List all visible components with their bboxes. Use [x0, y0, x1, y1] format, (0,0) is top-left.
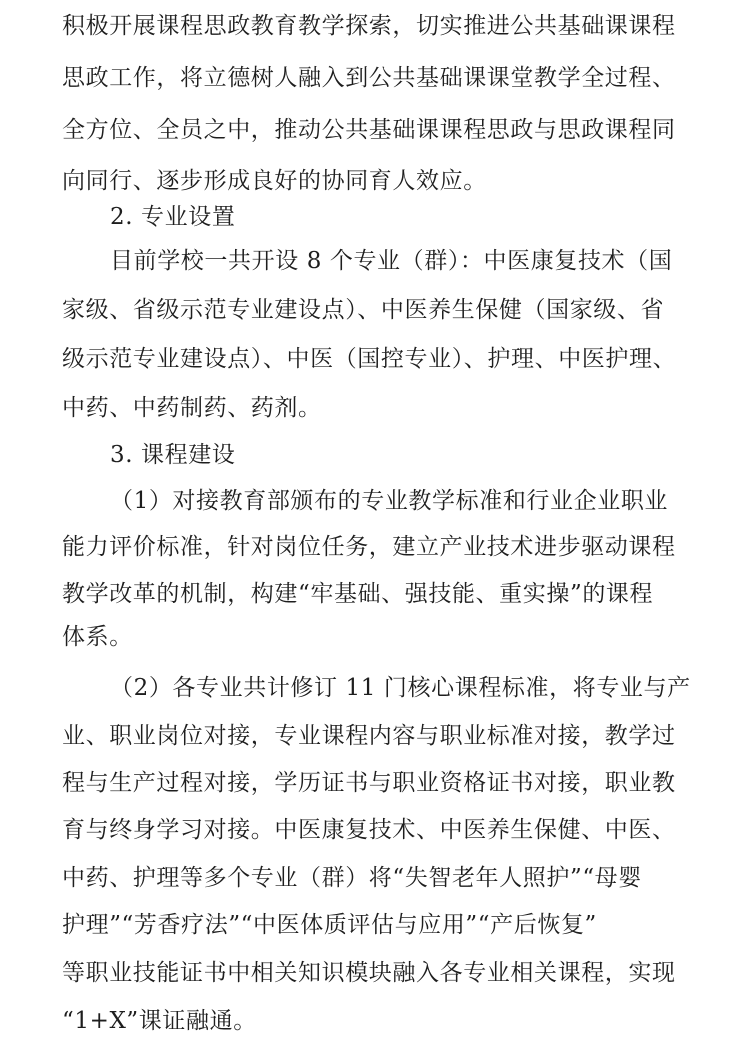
- body-text-line: 能力评价标准，针对岗位任务，建立产业技术进步驱动课程: [62, 534, 676, 560]
- body-text-line: （2）各专业共计修订 11 门核心课程标准，将专业与产: [110, 675, 691, 701]
- body-text-line: 目前学校一共开设 8 个专业（群）：中医康复技术（国: [110, 248, 673, 274]
- body-text-line: 中药、护理等多个专业（群）将“失智老年人照护”“母婴: [62, 865, 642, 891]
- body-text-line: 体系。: [62, 624, 133, 650]
- body-text-line: 向同行、逐步形成良好的协同育人效应。: [62, 168, 487, 194]
- body-text-line: 中药、中药制药、药剂。: [62, 395, 322, 421]
- section-heading-curriculum: 3. 课程建设: [110, 442, 236, 468]
- body-text-line: 教学改革的机制，构建“牢基础、强技能、重实操”的课程: [62, 581, 654, 607]
- body-text-line: 护理”“芳香疗法”“中医体质评估与应用”“产后恢复”: [62, 912, 597, 938]
- body-text-line: 级示范专业建设点）、中医（国控专业）、护理、中医护理、: [62, 346, 677, 372]
- section-heading-specialty: 2. 专业设置: [110, 204, 236, 230]
- body-text-line: （1）对接教育部颁布的专业教学标准和行业企业职业: [110, 488, 669, 514]
- body-text-line: 思政工作，将立德树人融入到公共基础课课堂教学全过程、: [62, 65, 676, 91]
- body-text-line: “1+X”课证融通。: [62, 1008, 257, 1034]
- body-text-line: 等职业技能证书中相关知识模块融入各专业相关课程，实现: [62, 960, 676, 986]
- body-text-line: 全方位、全员之中，推动公共基础课课程思政与思政课程同: [62, 117, 676, 143]
- body-text-line: 育与终身学习对接。中医康复技术、中医养生保健、中医、: [62, 817, 676, 843]
- body-text-line: 积极开展课程思政教育教学探索，切实推进公共基础课课程: [62, 13, 676, 39]
- body-text-line: 业、职业岗位对接，专业课程内容与职业标准对接，教学过: [62, 723, 676, 749]
- body-text-line: 程与生产过程对接，学历证书与职业资格证书对接，职业教: [62, 770, 676, 796]
- body-text-line: 家级、省级示范专业建设点）、中医养生保健（国家级、省: [62, 297, 665, 323]
